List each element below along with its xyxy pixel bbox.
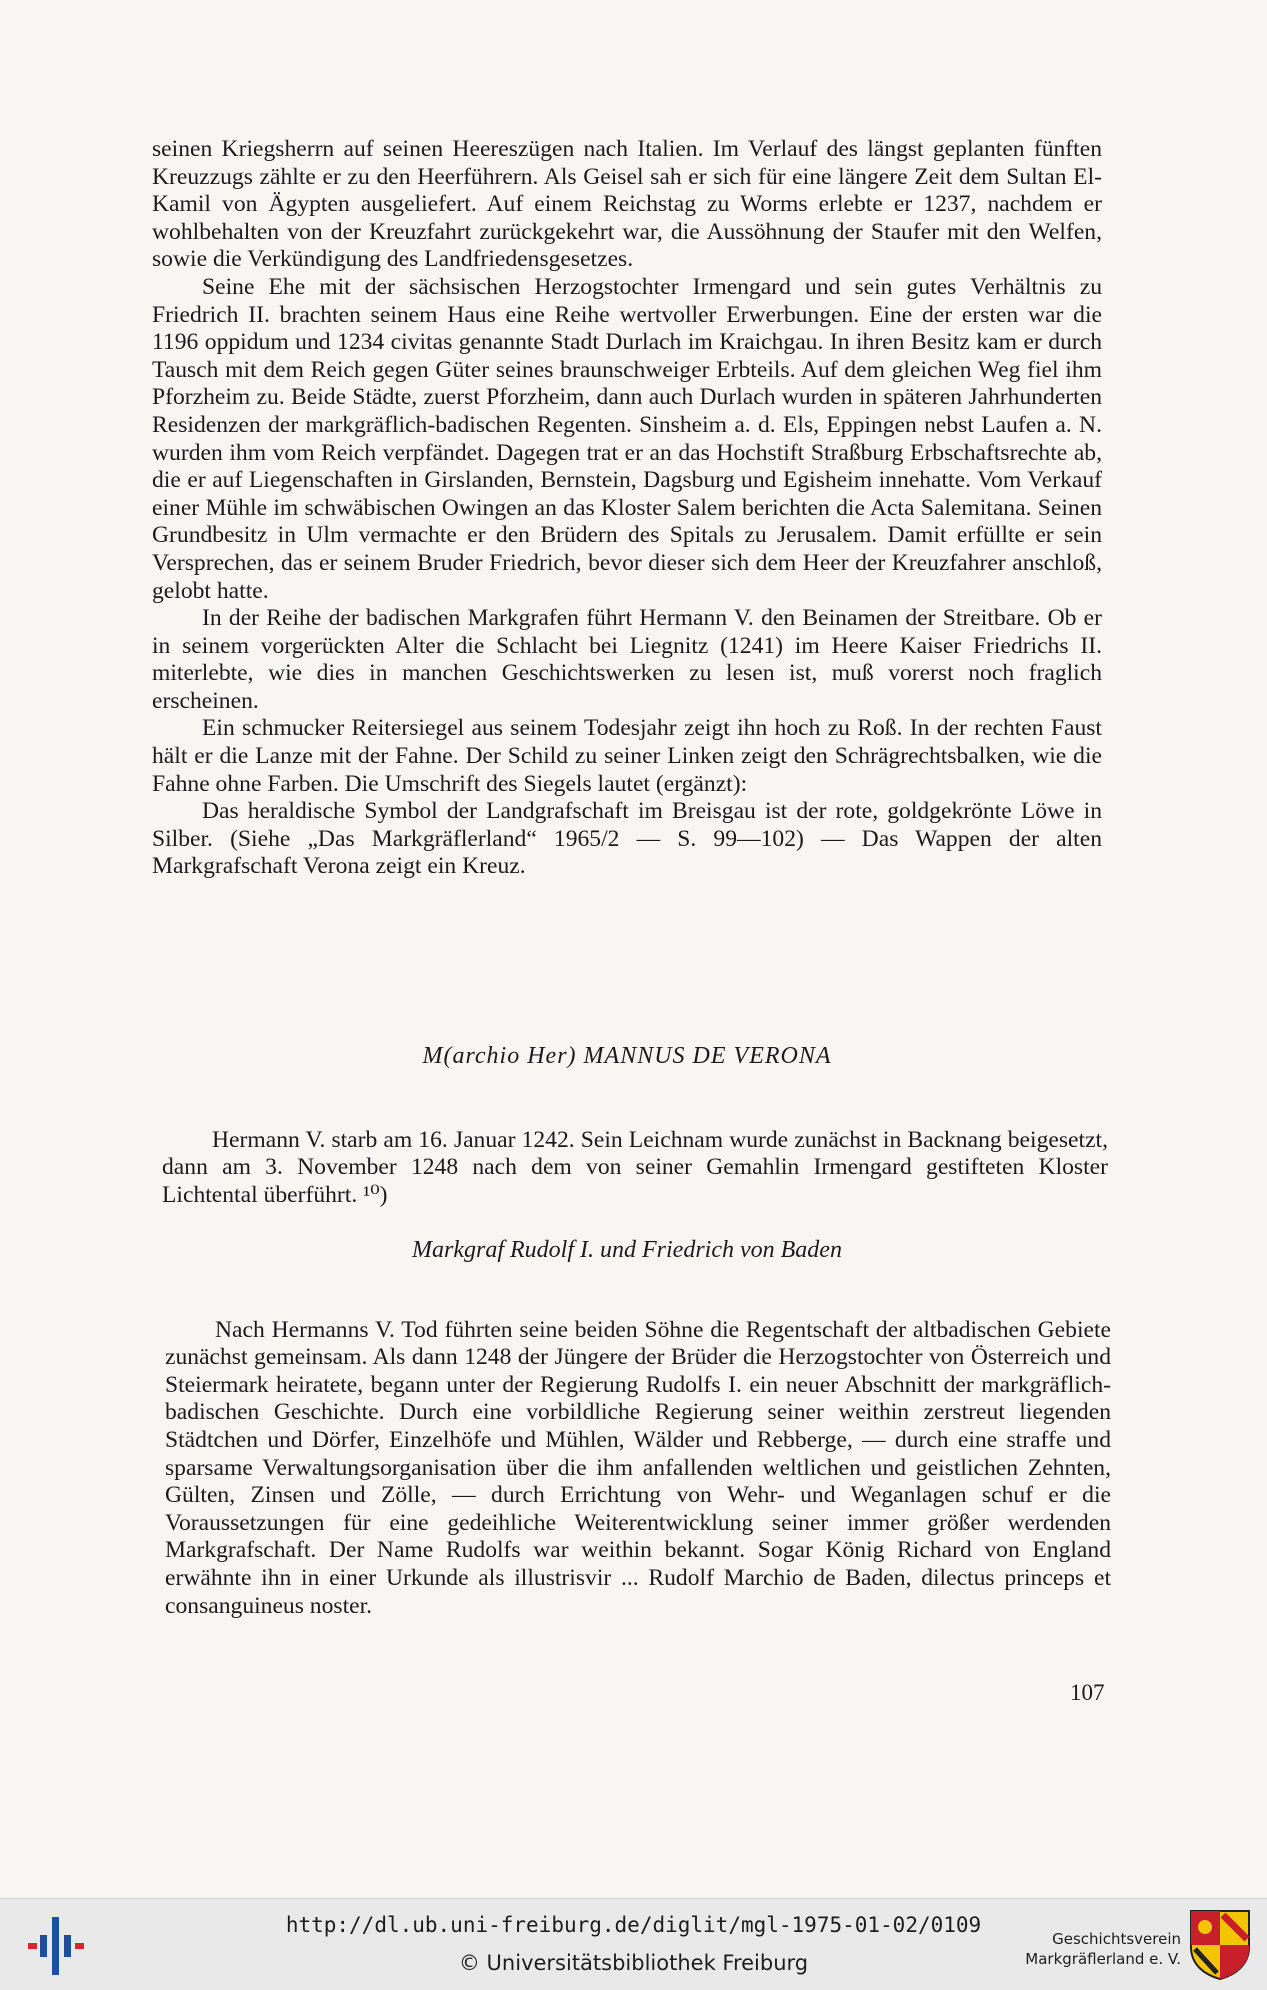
death-paragraph: Hermann V. starb am 16. Januar 1242. Sein Leichnam wurde zunächst in Backnang beigesetzt, dann am 3. November 1248 nach dem von seiner Gemahlin Irmengard gestifteten Kloster Lichtental überführt. ¹⁰) <box>162 1126 1108 1208</box>
society-name <box>1025 1929 1181 1969</box>
society-line-2: Markgräflerland e. V. <box>1025 1950 1181 1968</box>
seal-inscription: M(archio Her) MANNUS DE VERONA <box>422 1043 832 1069</box>
footer-bar <box>0 1898 1267 1990</box>
footer-copyright: © Universitätsbibliothek Freiburg <box>458 1951 809 1975</box>
society-line-1: Geschichtsverein <box>1052 1930 1181 1948</box>
paragraph-1: seinen Kriegsherrn auf seinen Heereszügen nach Italien. Im Verlauf des längst geplanten fünften Kreuzzugs zählte er zu den Heerführern. Als Geisel sah er sich für eine längere Zeit dem Sultan El-Kamil von Ägypten ausgeliefert. Auf einem Reichstag zu Worms erlebte er 1237, nachdem er wohlbehalten von der Kreuzfahrt zurückgekehrt war, die Aussöhnung der Staufer mit den Welfen, sowie die Verkündigung des Landfriedensgesetzes. <box>152 136 1102 273</box>
paragraph-2: Seine Ehe mit der sächsischen Herzogstochter Irmengard und sein gutes Verhältnis zu Friedrich II. brachten seinem Haus eine Reihe wertvoller Erwerbungen. Eine der ersten war die 1196 oppidum und 1234 civitas genannte Stadt Durlach im Kraichgau. In ihren Besitz kam er durch Tausch mit dem Reich gegen Güter seines braunschweiger Erbteils. Auf dem gleichen Weg fiel ihm Pforzheim zu. Beide Städte, zuerst Pforzheim, dann auch Durlach wurden in späteren Jahrhunderten Residenzen der markgräflich-badischen Regenten. Sinsheim a. d. Els, Eppingen nebst Laufen a. N. wurden ihm vom Reich verpfändet. Dagegen trat er an das Hochstift Straßburg Erbschaftsrechte ab, die er auf Liegenschaften in Girslanden, Bernstein, Dagsburg und Egisheim innehatte. Vom Verkauf einer Mühle im schwäbischen Owingen an das Kloster Salem berichten die Acta Salemitana. Seinen Grundbesitz in Ulm vermachte er den Brüdern des Spitals zu Jerusalem. Damit erfüllte er sein Versprechen, das er seinem Bruder Friedrich, bevor dieser sich dem Heer der Kreuzfahrer anschloß, gelobt hatte. <box>152 273 1102 604</box>
footer-url-link[interactable]: http://dl.ub.uni-freiburg.de/diglit/mgl-1975-01-02/0109 <box>285 1913 982 1937</box>
paragraph-3: In der Reihe der badischen Markgrafen führt Hermann V. den Beinamen der Streitbare. Ob er in seinem vorgerückten Alter die Schlacht bei Liegnitz (1241) im Heere Kaiser Friedrichs II. miterlebte, wie dies in manchen Geschichtswerken zu lesen ist, muß vorerst noch fraglich erscheinen. <box>152 605 1102 714</box>
section-heading: Markgraf Rudolf I. und Friedrich von Baden <box>412 1237 842 1263</box>
paragraph-4: Ein schmucker Reitersiegel aus seinem Todesjahr zeigt ihn hoch zu Roß. In der rechten Faust hält er die Lanze mit der Fahne. Der Schild zu seiner Linken zeigt den Schrägrechtsbalken, wie die Fahne ohne Farben. Die Umschrift des Siegels lautet (ergänzt): <box>152 715 1102 797</box>
paragraph-5: Das heraldische Symbol der Landgrafschaft im Breisgau ist der rote, goldgekrönte Löwe in Silber. (Siehe „Das Markgräflerland“ 1965/2 — S. 99—102) — Das Wappen der alten Markgrafschaft Verona zeigt ein Kreuz. <box>152 798 1102 880</box>
page-number: 107 <box>1070 1680 1105 1705</box>
body-text <box>152 136 1102 881</box>
section-paragraph: Nach Hermanns V. Tod führten seine beiden Söhne die Regentschaft der altbadischen Gebiete zunächst gemeinsam. Als dann 1248 der Jüngere der Brüder die Herzogstochter von Österreich und Steiermark heiratete, begann unter der Regierung Rudolfs I. ein neuer Abschnitt der markgräflich-badischen Geschichte. Durch eine vorbildliche Regierung seiner weithin zerstreut liegenden Städtchen und Dörfer, Einzelhöfe und Mühlen, Wälder und Rebberge, — durch eine straffe und sparsame Verwaltungsorganisation über die ihm anfallenden weltlichen und geistlichen Zehnten, Gülten, Zinsen und Zölle, — durch Errichtung von Wehr- und Weganlagen schuf er die Voraussetzungen für eine gedeihliche Weiterentwicklung seiner immer größer werdenden Markgrafschaft. Der Name Rudolfs war weithin bekannt. Sogar König Richard von England erwähnte ihn in einer Urkunde als illustrisvir ... Rudolf Marchio de Baden, dilectus princeps et consanguineus noster. <box>165 1316 1111 1619</box>
coat-of-arms-icon <box>1189 1909 1251 1981</box>
